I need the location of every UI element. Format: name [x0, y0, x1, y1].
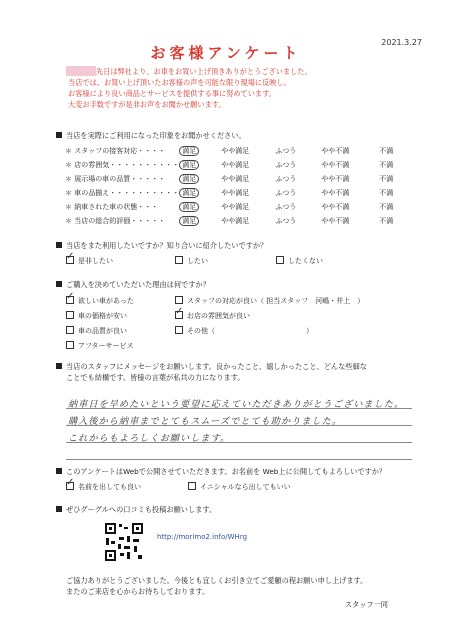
rating-row	[65, 186, 419, 200]
rating-choice-label: やや満足	[221, 147, 250, 155]
rating-choice-label: やや満足	[221, 189, 250, 197]
option-label: 名前を出しても良い	[78, 483, 141, 491]
q3-heading	[56, 280, 210, 290]
checkbox-icon[interactable]	[188, 482, 196, 490]
option-label: スタッフの対応が良い（ 担当スタッフ 河嶋・井上 ）	[187, 297, 365, 305]
rating-row	[65, 144, 419, 158]
option-label: 車の価格が安い	[78, 312, 127, 320]
bullet-square-icon	[56, 132, 62, 138]
q1-heading-text: 当店を実際にご利用になった印象をお聞かせください。	[66, 131, 246, 140]
rating-choice-label: ふつう	[275, 217, 297, 225]
message-line-rule	[66, 442, 412, 443]
option-label: アフターサービス	[78, 342, 134, 350]
q6-heading	[56, 505, 216, 515]
rating-choice-label: 不満	[379, 189, 394, 197]
rating-choice[interactable]	[321, 172, 379, 186]
rating-choice-label: 満足	[179, 160, 199, 170]
rating-choice-label: 満足	[179, 216, 199, 226]
q3-right-0[interactable]	[175, 296, 364, 306]
rating-choice[interactable]	[179, 186, 221, 200]
q4-heading-text: 当店のスタッフにメッセージをお願いします。良かったこと、嬉しかったこと、どんな些細な	[66, 362, 367, 371]
rating-choice[interactable]	[221, 144, 275, 158]
rating-choice-label: やや不満	[321, 189, 350, 197]
message-line: これからもよろしくお願いします。	[68, 433, 231, 444]
checkbox-checked-icon[interactable]	[66, 296, 74, 304]
rating-choice-label: やや満足	[221, 175, 250, 183]
rating-choice-label: 不満	[379, 175, 394, 183]
q2-option-0[interactable]	[66, 256, 113, 266]
option-label: 車の品質が良い	[78, 327, 127, 335]
rating-choice[interactable]	[275, 186, 321, 200]
rating-row	[65, 158, 419, 172]
rating-row	[65, 214, 419, 228]
checkbox-icon[interactable]	[276, 256, 284, 264]
rating-choice[interactable]	[321, 144, 379, 158]
bullet-square-icon	[56, 468, 62, 474]
rating-table	[65, 144, 419, 228]
q3-left-0[interactable]	[66, 296, 134, 306]
rating-choice-label: ふつう	[275, 161, 297, 169]
message-line: 購入後から納車までとてもスムーズでとても助かりました。	[68, 416, 343, 427]
checkbox-icon[interactable]	[66, 341, 74, 349]
bullet-square-icon	[56, 363, 62, 369]
checkbox-icon[interactable]	[66, 311, 74, 319]
rating-choice-label: ふつう	[275, 189, 297, 197]
rating-choice[interactable]	[275, 172, 321, 186]
q3-right-1[interactable]	[175, 311, 250, 321]
q5-heading-text: このアンケートはWebで公開させていただきます。お名前を Web上に公開してもよろしいですか？	[66, 467, 387, 476]
intro-text	[68, 66, 438, 110]
bullet-square-icon	[56, 242, 62, 248]
signature: スタッフ一同	[344, 600, 388, 609]
q5-heading	[56, 467, 386, 477]
rating-row	[65, 172, 419, 186]
rating-choice[interactable]	[379, 186, 419, 200]
rating-choice-label: 不満	[379, 217, 394, 225]
asterisk-icon: ＊	[65, 147, 75, 155]
rating-item-text: 展示場の車の品質・・・・・	[74, 175, 166, 183]
rating-row	[65, 200, 419, 214]
q3-left-1[interactable]	[66, 311, 127, 321]
q3-heading-text: ご購入を決めていただいた理由は何ですか？	[66, 280, 210, 289]
option-label: したい	[187, 257, 208, 265]
rating-choice[interactable]	[379, 200, 419, 214]
rating-item-text: 店の雰囲気・・・・・・・・・・	[74, 161, 180, 169]
rating-choice[interactable]	[379, 172, 419, 186]
rating-choice[interactable]	[221, 158, 275, 172]
rating-choice-label: ふつう	[275, 203, 297, 211]
rating-item-text: 車の品揃え・・・・・・・・・・	[74, 189, 180, 197]
rating-choice-label: やや不満	[321, 203, 350, 211]
rating-choice-label: ふつう	[275, 147, 297, 155]
message-line-rule	[66, 408, 412, 409]
option-label: したくない	[288, 257, 323, 265]
rating-choice-label: ふつう	[275, 175, 297, 183]
q5-option-0[interactable]	[66, 482, 141, 492]
rating-choice[interactable]	[321, 214, 379, 228]
q4-heading	[56, 361, 367, 383]
rating-item-label	[65, 200, 179, 214]
rating-item-text: 当店の総合的評価・・・・・	[74, 217, 166, 225]
option-label: 是非したい	[78, 257, 113, 265]
intro-line: お客様により良い商品とサービスを提供する事に努めています。	[68, 89, 276, 98]
checkbox-checked-icon[interactable]	[66, 256, 74, 264]
rating-choice[interactable]	[221, 172, 275, 186]
option-label: その他（ ）	[187, 327, 313, 335]
rating-choice-label: 不満	[379, 161, 394, 169]
rating-choice[interactable]	[179, 158, 221, 172]
survey-date: 2021.3.27	[381, 38, 422, 47]
q2-heading-text: 当店をまた利用したいですか？知り合いに紹介したいですか？	[66, 241, 268, 250]
closing-text	[66, 575, 426, 597]
rating-choice-label: やや満足	[221, 161, 250, 169]
q4-heading-text-2: ことでも結構です。皆様の言葉が私共の力になります。	[66, 373, 245, 382]
rating-choice[interactable]	[179, 200, 221, 214]
rating-choice[interactable]	[179, 144, 221, 158]
checkbox-icon[interactable]	[175, 296, 183, 304]
checkbox-icon[interactable]	[175, 256, 183, 264]
asterisk-icon: ＊	[65, 203, 75, 211]
rating-choice[interactable]	[221, 200, 275, 214]
message-line: 納車日を早めたいという要望に応えていただきありがとうございました。	[68, 399, 405, 410]
q2-heading	[56, 241, 267, 251]
rating-choice-label: やや不満	[321, 161, 350, 169]
rating-choice[interactable]	[179, 214, 221, 228]
option-label: 欲しい車があった	[78, 297, 134, 305]
rating-choice-label: やや満足	[221, 217, 250, 225]
rating-choice[interactable]	[221, 186, 275, 200]
rating-item-label	[65, 186, 179, 200]
q5-option-1[interactable]	[188, 482, 291, 492]
rating-choice[interactable]	[275, 144, 321, 158]
intro-line: 大変お手数ですが是非お声をお聞かせ願います。	[68, 100, 226, 109]
rating-choice-label: 満足	[179, 146, 199, 156]
review-url-link[interactable]: http://morimo2.info/WHrg	[157, 533, 248, 541]
checkbox-checked-icon[interactable]	[66, 482, 74, 490]
rating-choice-label: やや不満	[321, 175, 350, 183]
intro-line: 当店では、お買い上げ頂いたお客様の声を可能な限り現場に反映し、	[68, 78, 291, 87]
rating-choice[interactable]	[275, 214, 321, 228]
message-line-rule	[66, 425, 412, 426]
rating-item-label	[65, 144, 179, 158]
q6-heading-text: ぜひグーグルへの口コミも投稿お願いします。	[66, 505, 217, 514]
rating-choice[interactable]	[379, 144, 419, 158]
checkbox-checked-icon[interactable]	[175, 311, 183, 319]
message-line-rule	[66, 459, 412, 460]
rating-choice-label: やや不満	[321, 147, 350, 155]
q3-right-2[interactable]	[175, 326, 313, 336]
rating-item-text: 納車された車の状態・・・	[74, 203, 159, 211]
asterisk-icon: ＊	[65, 161, 75, 169]
closing-line: またのご来店を心からお待ちしております。	[66, 587, 210, 596]
option-label: イニシャルなら出してもいい	[200, 483, 291, 491]
rating-choice-label: 満足	[179, 188, 199, 198]
rating-item-label	[65, 172, 179, 186]
q1-heading	[56, 131, 246, 141]
checkbox-icon[interactable]	[175, 326, 183, 334]
rating-item-label	[65, 158, 179, 172]
q2-option-1[interactable]	[175, 256, 208, 266]
rating-choice-label: やや不満	[321, 217, 350, 225]
asterisk-icon: ＊	[65, 175, 75, 183]
rating-choice-label: やや満足	[221, 203, 250, 211]
q2-option-2[interactable]	[276, 256, 323, 266]
rating-choice[interactable]	[379, 214, 419, 228]
rating-choice-label: 不満	[379, 147, 394, 155]
option-label: お店の雰囲気が良い	[187, 312, 250, 320]
rating-choice[interactable]	[179, 172, 221, 186]
rating-choice[interactable]	[221, 214, 275, 228]
rating-choice[interactable]	[275, 158, 321, 172]
rating-choice[interactable]	[275, 200, 321, 214]
asterisk-icon: ＊	[65, 217, 75, 225]
rating-item-text: スタッフの接客対応・・・・	[74, 147, 166, 155]
page-title: お客様アンケート	[150, 44, 302, 62]
rating-choice-label: 満足	[179, 174, 199, 184]
rating-choice-label: 満足	[179, 202, 199, 212]
asterisk-icon: ＊	[65, 189, 75, 197]
bullet-square-icon	[56, 281, 62, 287]
q3-left-2[interactable]	[66, 326, 127, 336]
rating-choice[interactable]	[321, 158, 379, 172]
rating-item-label	[65, 214, 179, 228]
bullet-square-icon	[56, 506, 62, 512]
rating-choice-label: 不満	[379, 203, 394, 211]
intro-line: 先日は弊社より、お車をお買い上げ頂きありがとうございました。	[96, 67, 312, 76]
rating-choice[interactable]	[321, 200, 379, 214]
q3-left-3[interactable]	[66, 341, 134, 351]
closing-line: ご協力ありがとうございました。今後とも宜しくお引き立てご愛顧の程お願い申し上げます。	[66, 576, 368, 585]
rating-choice[interactable]	[379, 158, 419, 172]
rating-choice[interactable]	[321, 186, 379, 200]
qr-code-icon[interactable]	[104, 522, 144, 562]
checkbox-icon[interactable]	[66, 326, 74, 334]
